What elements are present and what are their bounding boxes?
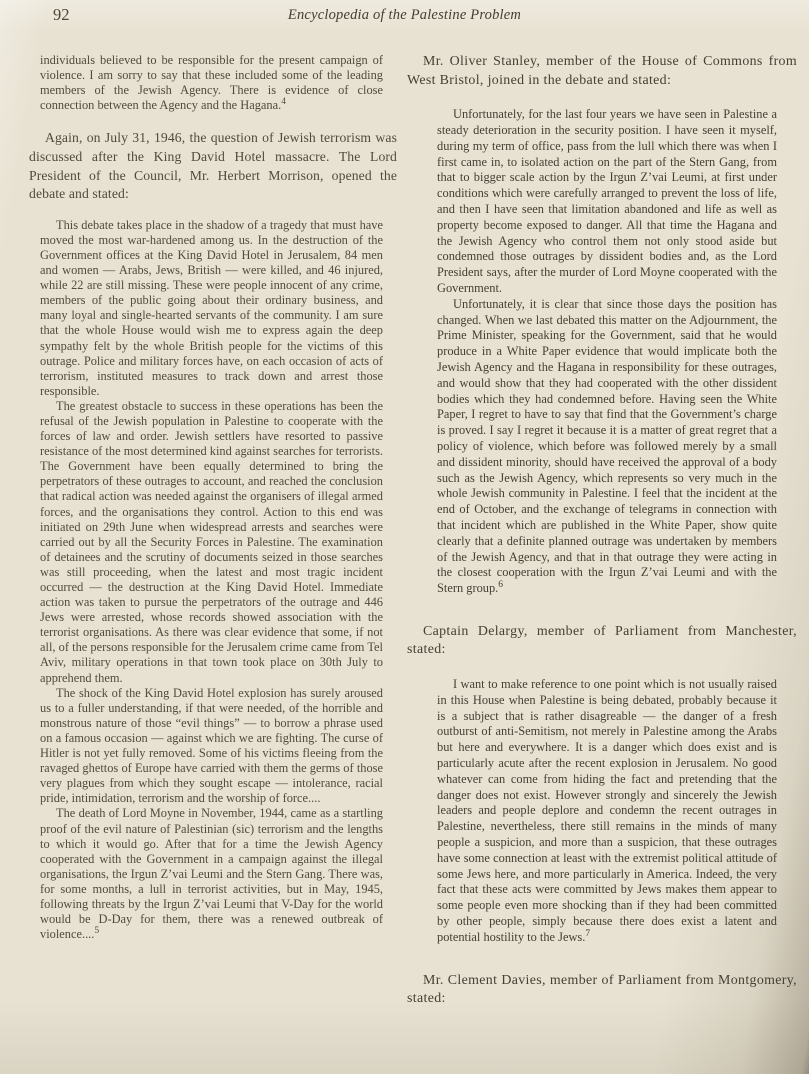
paragraph-text: This debate takes place in the shadow of a tragedy that must have moved the most war-hardened among us. In the destruction of the Government offices at the King David Hotel in Jerusalem, 84 men and women — Arabs, Jews, British — were killed, and 46 injured, while 22 are still missing. These were people innocent of any crime, members of the public going about their ordinary business, and many loyal and single-hearted servants of the community. I am sure that the whole House would wish me to express again the deep sympathy felt by the whole British people for the victims of this outrage. Police and military forces have, on each occasion of acts of terrorism, instituted measures to track down and arrest those responsible. [40, 217, 383, 398]
footnote-marker: 7 [585, 928, 591, 939]
footnote-marker: 5 [94, 926, 100, 937]
paragraph-text: Mr. Oliver Stanley, member of the House of Commons from West Bristol, joined in the debate and stated: [407, 54, 797, 88]
paragraph [437, 297, 777, 597]
paragraph [40, 806, 383, 942]
paragraph-text: Captain Delargy, member of Parliament from Manchester, stated: [407, 623, 797, 658]
right-column [407, 53, 797, 1009]
paragraph-text: The death of Lord Moyne in November, 1944, came as a startling proof of the evil nature of Palestinian (sic) terrorism and the lengths to which it would go. After that for a time the Jewish Agency cooperated with the Government in a campaign against the illegal organisations, the Irgun Z’vai Leumi and the Stern Gang. There was, for some months, a lull in terrorist activities, but in May, 1945, following threats by the Irgun Z’vai Leumi that V-Day for the world would be D-Day for them, there was a renewed outbreak of violence.... [40, 806, 383, 942]
paragraph [407, 623, 797, 660]
paragraph-text: Unfortunately, it is clear that since those days the position has changed. When we last debated this matter on the Adjournment, the Prime Minister, speaking for the Government, said that he would produce in a White Paper evidence that would implicate both the Jewish Agency and the Hagana in responsibility for these outrages, and would show that they had cooperated with the other dissident bodies which they had condemned before. Having seen the White Paper, I regret to have to say that find that the Government’s charge is proved. I say I regret it because it is a matter of great regret that a policy of violence, which before was followed merely by a small and dissident minority, should have received the approval of a body such as the Jewish Agency, which represents so very much in the whole Jewish community in Palestine. I feel that the incident at the end of October, and the exchange of telegrams in connection with that incident which are published in the White Paper, show quite clearly that a definite planned outrage was undertaken by members of the Jewish Agency, and that in that outrage they were acting in the closest cooperation with the Irgun Z’vai Leumi and with the Stern group. [437, 296, 777, 596]
paragraph-text: Again, on July 31, 1946, the question of Jewish terrorism was discussed after the King David Hotel massacre. The Lord President of the Council, Mr. Herbert Morrison, opened the debate and stated: [29, 130, 397, 202]
paragraph-text: Mr. Clement Davies, member of Parliament from Montgomery, stated: [407, 972, 797, 1007]
paragraph [437, 677, 777, 946]
paragraph [40, 53, 383, 113]
paragraph-text: The shock of the King David Hotel explosion has surely aroused us to a fuller understanding, if that were needed, of the horrible and monstrous nature of those “evil things” — to borrow a phrase used on a famous occasion — against which we are fighting. The curse of Hitler is not yet fully removed. Some of his victims fleeing from the ravaged ghettos of Europe have carried with them the germs of those very plagues from which they sought escape — intolerance, racial pride, intimidation, terrorism and the worship of force.... [40, 685, 383, 806]
paragraph [407, 972, 797, 1009]
paragraph-text: individuals believed to be responsible for the present campaign of violence. I am sorry to say that these included some of the leading members of the Jewish Agency. There is evidence of close connection between the Agency and the Hagana. [40, 53, 383, 113]
page-header [0, 0, 809, 34]
paragraph [40, 218, 383, 399]
running-title: Encyclopedia of the Palestine Problem [287, 7, 522, 23]
paragraph [407, 53, 797, 90]
page-number: 92 [53, 5, 70, 24]
paragraph [40, 686, 383, 807]
paragraph-text: The greatest obstacle to success in these operations has been the refusal of the Jewish population in Palestine to cooperate with the forces of law and order. Jewish settlers have resorted to passive resistance of the most determined kind against searches for terrorists. The Government have been equally determined to bring the perpetrators of these outrages to account, and reached the conclusion that radical action was needed against the organisers of illegal armed forces, and the organisations they control. Action to this end was initiated on 29th June when widespread arrests and searches were carried out by all the Security Forces in Palestine. The examination of detainees and the scrutiny of documents seized in those searches was still proceeding, when the latest and most tragic incident occurred — the destruction at the King David Hotel. Immediate action was taken to pursue the perpetrators of the outrage and 446 Jews were arrested, whose records showed association with the terrorist organisations. As there was clear evidence that some, if not all, of the persons responsible for the Jerusalem crime came from Tel Aviv, military operations in that town took place on 30th July to apprehend them. [40, 398, 383, 685]
paragraph-text: I want to make reference to one point which is not usually raised in this House when Palestine is being debated, probably because it is a subject that is rather disagreable — the danger of a fresh outburst of anti-Semitism, not merely in Palestine among the Arabs but here and everywhere. It is a danger which does exist and is particularly acute after the recent explosion in Jerusalem. No good whatever can come from hiding the fact and pretending that the danger does not exist. However strongly and sincerely the Jewish leaders and people deplore and condemn the recent outrages in Palestine, nevertheless, there still remains in the minds of many people a suspicion, and more than a suspicion, that these outrages have some connection at least with the extremist political attitude of some Jews here, and more particularly in America. Indeed, the very fact that these acts were committed by Jews makes them appear to some people even more shocking than if they had been committed by other people, simply because there does exist a latent and potential hostility to the Jews. [437, 677, 777, 944]
paragraph [40, 399, 383, 686]
paragraph [29, 129, 397, 203]
paragraph [437, 107, 777, 297]
footnote-marker: 4 [281, 97, 286, 108]
footnote-marker: 6 [498, 579, 504, 590]
left-column [29, 53, 397, 1009]
quote-block-stanley [437, 107, 777, 597]
quote-block-delargy [437, 677, 777, 946]
quote-block-morrison [40, 218, 383, 943]
quote-block-continuation [40, 53, 383, 113]
paragraph-text: Unfortunately, for the last four years we have seen in Palestine a steady deterioration in the security position. I have seen it myself, during my term of office, pass from the lull which there was when I first came in, to isolated action on the part of the Stern Gang, from that to bigger scale action by the Irgun Z’vai Leumi, at first under conditions which were carefully arranged to prevent the loss of life, and then I have seen that limitation abandoned and life as well as property become exposed to danger. All that time the Hagana and the Jewish Agency who control them not only stood aside but condemned those outrages by dissident bodies and, as the Lord President says, after the murder of Lord Moyne cooperated with the Government. [437, 107, 777, 295]
text-columns [0, 34, 809, 1009]
